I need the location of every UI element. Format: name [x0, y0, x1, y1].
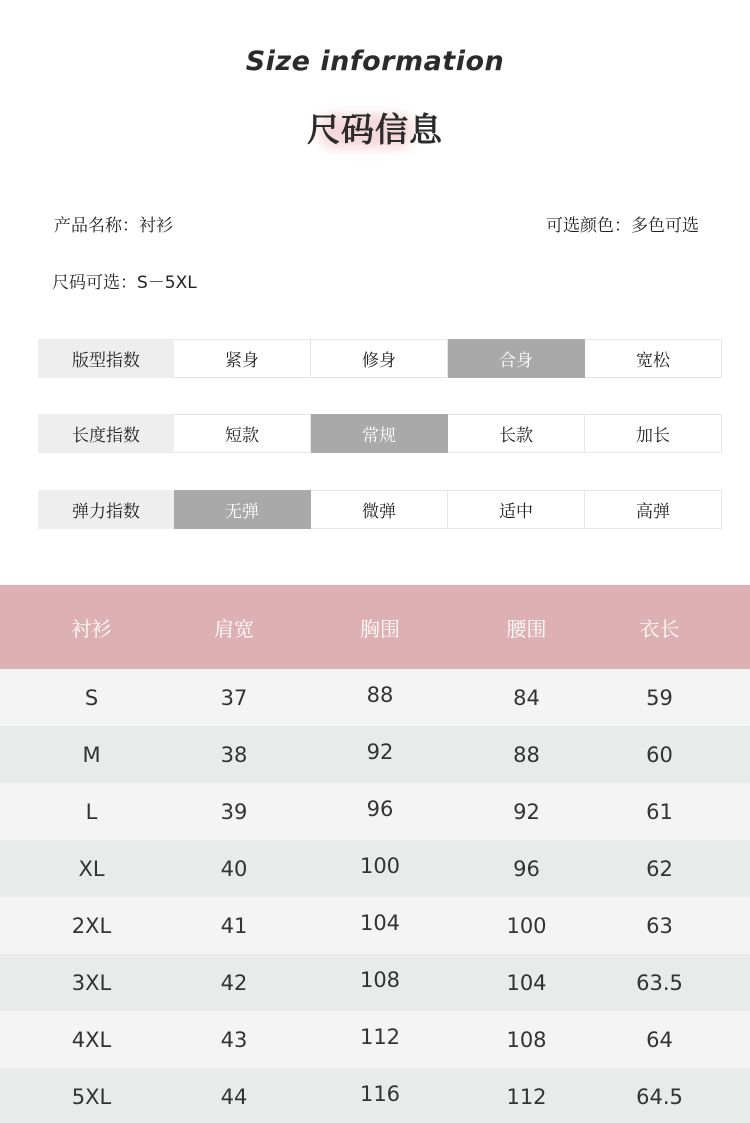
size-cell: 5XL: [71, 1084, 112, 1109]
table-row: [0, 1068, 750, 1123]
waist-cell: 108: [506, 1027, 547, 1052]
table-row: [0, 840, 750, 897]
stretch-option-selected: 无弹: [174, 490, 311, 529]
header-garment: 衬衫: [71, 616, 112, 641]
product-sizes: 尺码可选：S－5XL: [52, 273, 197, 293]
shoulder-cell: 42: [220, 970, 248, 995]
length-cell: 62: [646, 856, 673, 881]
fit-index-label: 版型指数: [38, 339, 174, 378]
header-chest: 胸围: [360, 616, 400, 641]
length-cell: 64: [646, 1027, 673, 1052]
size-cell: 4XL: [71, 1027, 112, 1052]
chest-cell: 96: [366, 796, 394, 821]
length-cell: 60: [646, 742, 673, 767]
chest-cell: 112: [359, 1024, 401, 1049]
chest-cell: 100: [359, 853, 401, 878]
table-row: [0, 954, 750, 1011]
header-waist: 腰围: [506, 616, 547, 641]
product-name: 产品名称：衬衫: [54, 216, 173, 236]
waist-cell: 84: [513, 685, 540, 710]
table-row: [0, 1011, 750, 1068]
length-cell: 64.5: [636, 1084, 683, 1109]
fit-index-row: [38, 339, 722, 378]
stretch-option: 微弹: [311, 490, 448, 529]
shoulder-cell: 44: [220, 1084, 248, 1109]
product-colors: 可选颜色：多色可选: [546, 216, 699, 236]
length-cell: 59: [646, 685, 673, 710]
length-option: 加长: [585, 414, 722, 453]
waist-cell: 96: [513, 856, 540, 881]
size-cell: S: [84, 685, 99, 710]
waist-cell: 100: [506, 913, 547, 938]
table-row: [0, 726, 750, 783]
length-option-selected: 常规: [311, 414, 448, 453]
size-cell: L: [85, 799, 98, 824]
size-table: [0, 585, 750, 1123]
shoulder-cell: 38: [220, 742, 248, 767]
fit-option: 宽松: [585, 339, 722, 378]
size-cell: 2XL: [71, 913, 112, 938]
waist-cell: 88: [513, 742, 540, 767]
shoulder-cell: 43: [220, 1027, 248, 1052]
fit-option: 紧身: [174, 339, 311, 378]
length-index-label: 长度指数: [38, 414, 174, 453]
chest-cell: 108: [359, 967, 401, 992]
shoulder-cell: 37: [220, 685, 248, 710]
length-cell: 63.5: [636, 970, 683, 995]
table-row: [0, 783, 750, 840]
waist-cell: 112: [506, 1084, 547, 1109]
length-option: 短款: [174, 414, 311, 453]
stretch-index-row: [38, 490, 722, 529]
length-cell: 61: [646, 799, 673, 824]
table-row: [0, 897, 750, 954]
waist-cell: 92: [513, 799, 540, 824]
length-option: 长款: [448, 414, 585, 453]
chest-cell: 104: [359, 910, 401, 935]
shoulder-cell: 39: [220, 799, 248, 824]
fit-option: 修身: [311, 339, 448, 378]
page-title: 尺码信息: [307, 110, 443, 149]
chest-cell: 88: [366, 682, 394, 707]
size-table-header: [0, 585, 750, 669]
chest-cell: 92: [366, 739, 394, 764]
shoulder-cell: 41: [220, 913, 248, 938]
waist-cell: 104: [506, 970, 547, 995]
table-row: [0, 669, 750, 726]
size-cell: 3XL: [71, 970, 112, 995]
length-index-row: [38, 414, 722, 453]
stretch-option: 高弹: [585, 490, 722, 529]
header-length: 衣长: [639, 616, 680, 641]
stretch-index-label: 弹力指数: [38, 490, 174, 529]
header-shoulder: 肩宽: [214, 616, 254, 641]
length-cell: 63: [646, 913, 673, 938]
size-cell: M: [82, 742, 101, 767]
fit-option-selected: 合身: [448, 339, 585, 378]
title-en: Size information: [245, 46, 505, 77]
size-cell: XL: [78, 856, 105, 881]
title-cn-block: [0, 104, 750, 156]
shoulder-cell: 40: [220, 856, 248, 881]
chest-cell: 116: [359, 1081, 401, 1106]
stretch-option: 适中: [448, 490, 585, 529]
